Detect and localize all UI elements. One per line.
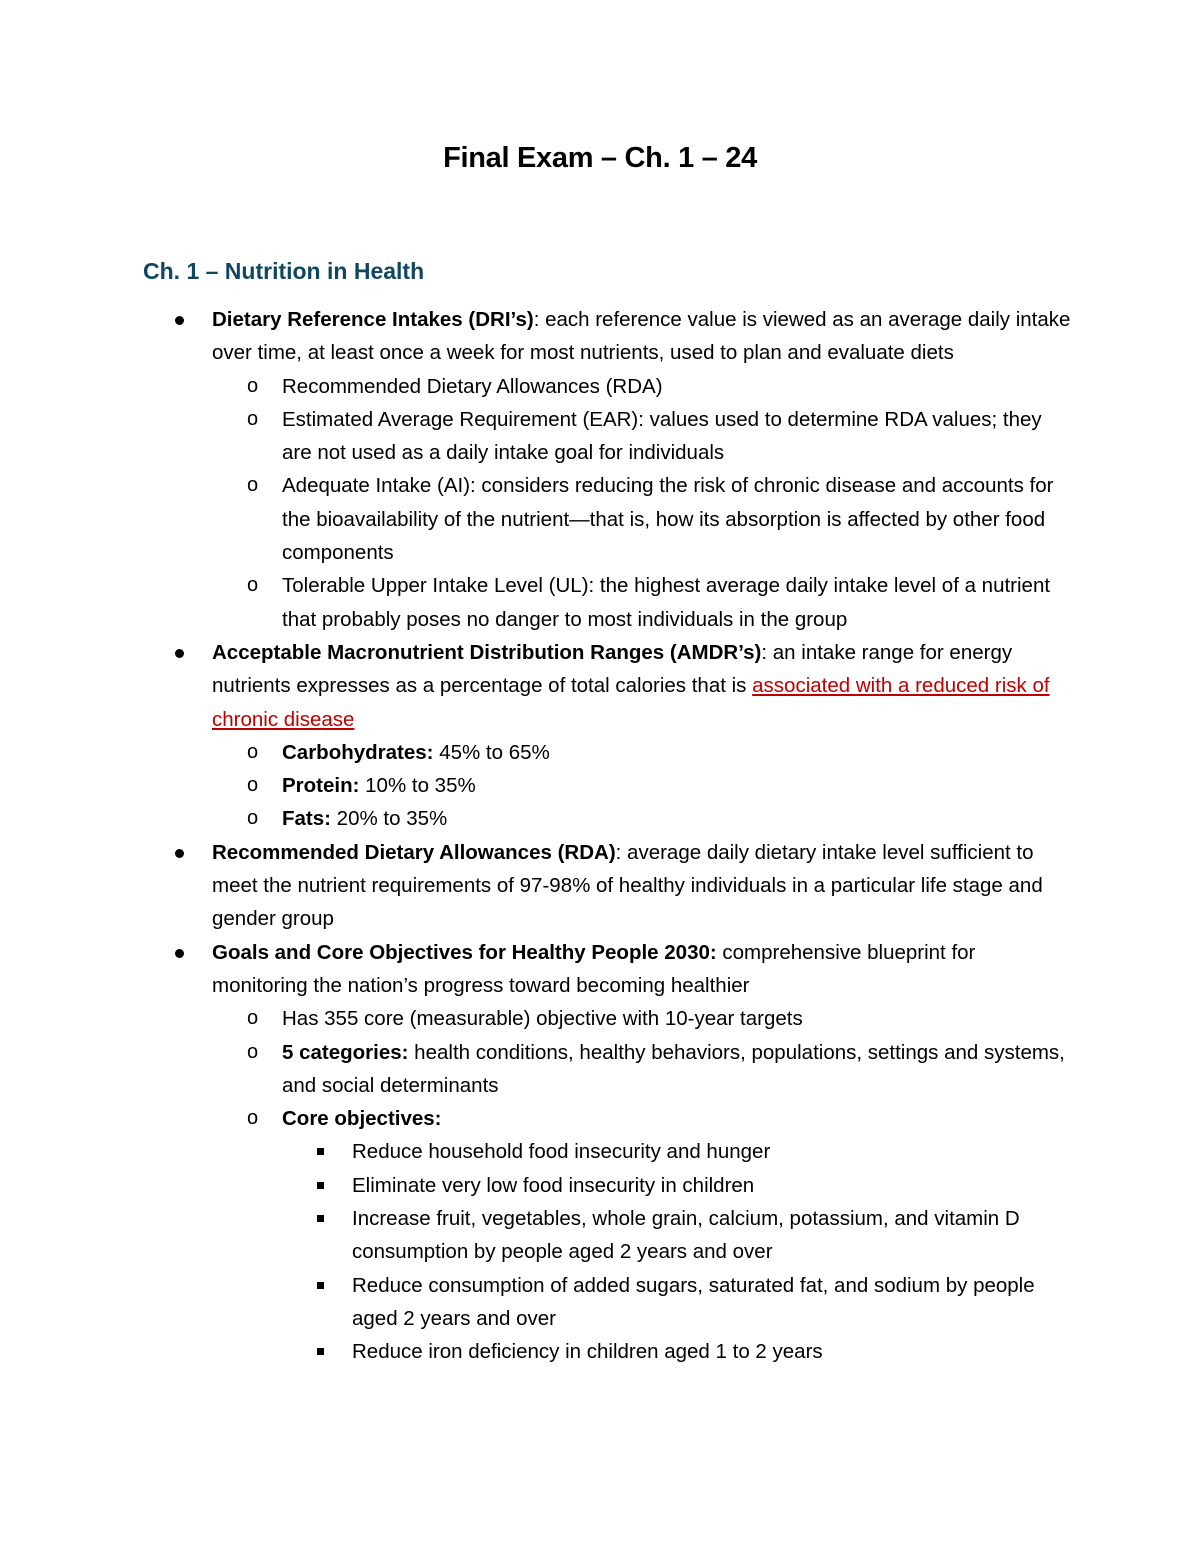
circle-bullet-icon: o [247, 407, 259, 430]
bullet-icon [175, 316, 184, 325]
notes-content [0, 303, 1200, 1369]
circle-bullet-icon: o [247, 1107, 259, 1130]
chapter-heading: Ch. 1 – Nutrition in Health [143, 258, 425, 284]
sub-list-item: o Core objectives: Reduce household food insecurity and hunger Eliminate very low food insecurity in children Increase fruit, vegetables, whole grain, calcium, potassium, and vitamin D consumption by people aged 2 years and over Reduce consumption of added sugars, saturated fat, and sodium by people aged 2 years and over Reduce iron deficiency in children aged 1 to 2 years [212, 1102, 1072, 1368]
sub-sub-list-item: Reduce iron deficiency in children aged 1 to 2 years [282, 1335, 1072, 1368]
list-item [0, 936, 1072, 1369]
sub-list-item: o Protein: 10% to 35% [212, 769, 1072, 802]
sub-list-item: o Carbohydrates: 45% to 65% [212, 736, 1072, 769]
definition: : an intake range for energy nutrients expresses as a percentage of total calories that is [212, 640, 1013, 698]
sub-sub-list [282, 1135, 1072, 1368]
square-bullet-icon [317, 1182, 324, 1189]
sub-list [212, 370, 1072, 636]
circle-bullet-icon: o [247, 1007, 259, 1030]
square-bullet-icon [317, 1148, 324, 1155]
circle-bullet-icon: o [247, 774, 259, 797]
term: Recommended Dietary Allowances (RDA) [212, 840, 616, 864]
sub-list-item: o Has 355 core (measurable) objective with 10-year targets [212, 1002, 1072, 1035]
square-bullet-icon [317, 1282, 324, 1289]
circle-bullet-icon: o [247, 1040, 259, 1063]
page-title: Final Exam – Ch. 1 – 24 [443, 142, 757, 174]
sub-list [212, 1002, 1072, 1368]
definition: : average daily dietary intake level sufficient to meet the nutrient requirements of 97-98% of healthy individuals in a particular life stage and gender group [212, 840, 1043, 931]
square-bullet-icon [317, 1215, 324, 1222]
sub-list [212, 736, 1072, 836]
highlighted-link[interactable]: associated with a reduced risk of chronic disease [212, 674, 1050, 731]
sub-list-item: o Adequate Intake (AI): considers reducing the risk of chronic disease and accounts for the bioavailability of the nutrient—that is, how its absorption is affected by other food components [212, 469, 1072, 569]
sub-sub-list-item: Increase fruit, vegetables, whole grain, calcium, potassium, and vitamin D consumption by people aged 2 years and over [282, 1202, 1072, 1269]
circle-bullet-icon: o [247, 374, 259, 397]
sub-list-item: o Tolerable Upper Intake Level (UL): the highest average daily intake level of a nutrient that probably poses no danger to most individuals in the group [212, 569, 1072, 636]
sub-list-item: o 5 categories: health conditions, healthy behaviors, populations, settings and systems, and social determinants [212, 1036, 1072, 1103]
list-item [0, 636, 1072, 836]
bullet-icon [175, 949, 184, 958]
square-bullet-icon [317, 1348, 324, 1355]
circle-bullet-icon: o [247, 574, 259, 597]
circle-bullet-icon: o [247, 807, 259, 830]
sub-sub-list-item: Eliminate very low food insecurity in children [282, 1169, 1072, 1202]
term: Goals and Core Objectives for Healthy People 2030: [212, 940, 717, 964]
sub-list-item: o Fats: 20% to 35% [212, 802, 1072, 835]
bullet-icon [175, 849, 184, 858]
bullet-icon [175, 649, 184, 658]
sub-sub-list-item: Reduce consumption of added sugars, saturated fat, and sodium by people aged 2 years and over [282, 1269, 1072, 1336]
circle-bullet-icon: o [247, 474, 259, 497]
definition: : each reference value is viewed as an average daily intake over time, at least once a week for most nutrients, used to plan and evaluate diets [212, 308, 1071, 365]
sub-list-item: o Estimated Average Requirement (EAR): values used to determine RDA values; they are not used as a daily intake goal for individuals [212, 403, 1072, 470]
list-item [0, 303, 1072, 636]
circle-bullet-icon: o [247, 740, 259, 763]
sub-list-item: o Recommended Dietary Allowances (RDA) [212, 370, 1072, 403]
sub-sub-list-item: Reduce household food insecurity and hunger [282, 1135, 1072, 1168]
term: Dietary Reference Intakes (DRI’s) [212, 308, 534, 331]
main-bullet-list [0, 303, 1200, 1369]
list-item [0, 836, 1072, 936]
definition: comprehensive blueprint for monitoring the nation’s progress toward becoming healthier [212, 940, 976, 997]
term: Acceptable Macronutrient Distribution Ranges (AMDR’s) [212, 640, 762, 664]
